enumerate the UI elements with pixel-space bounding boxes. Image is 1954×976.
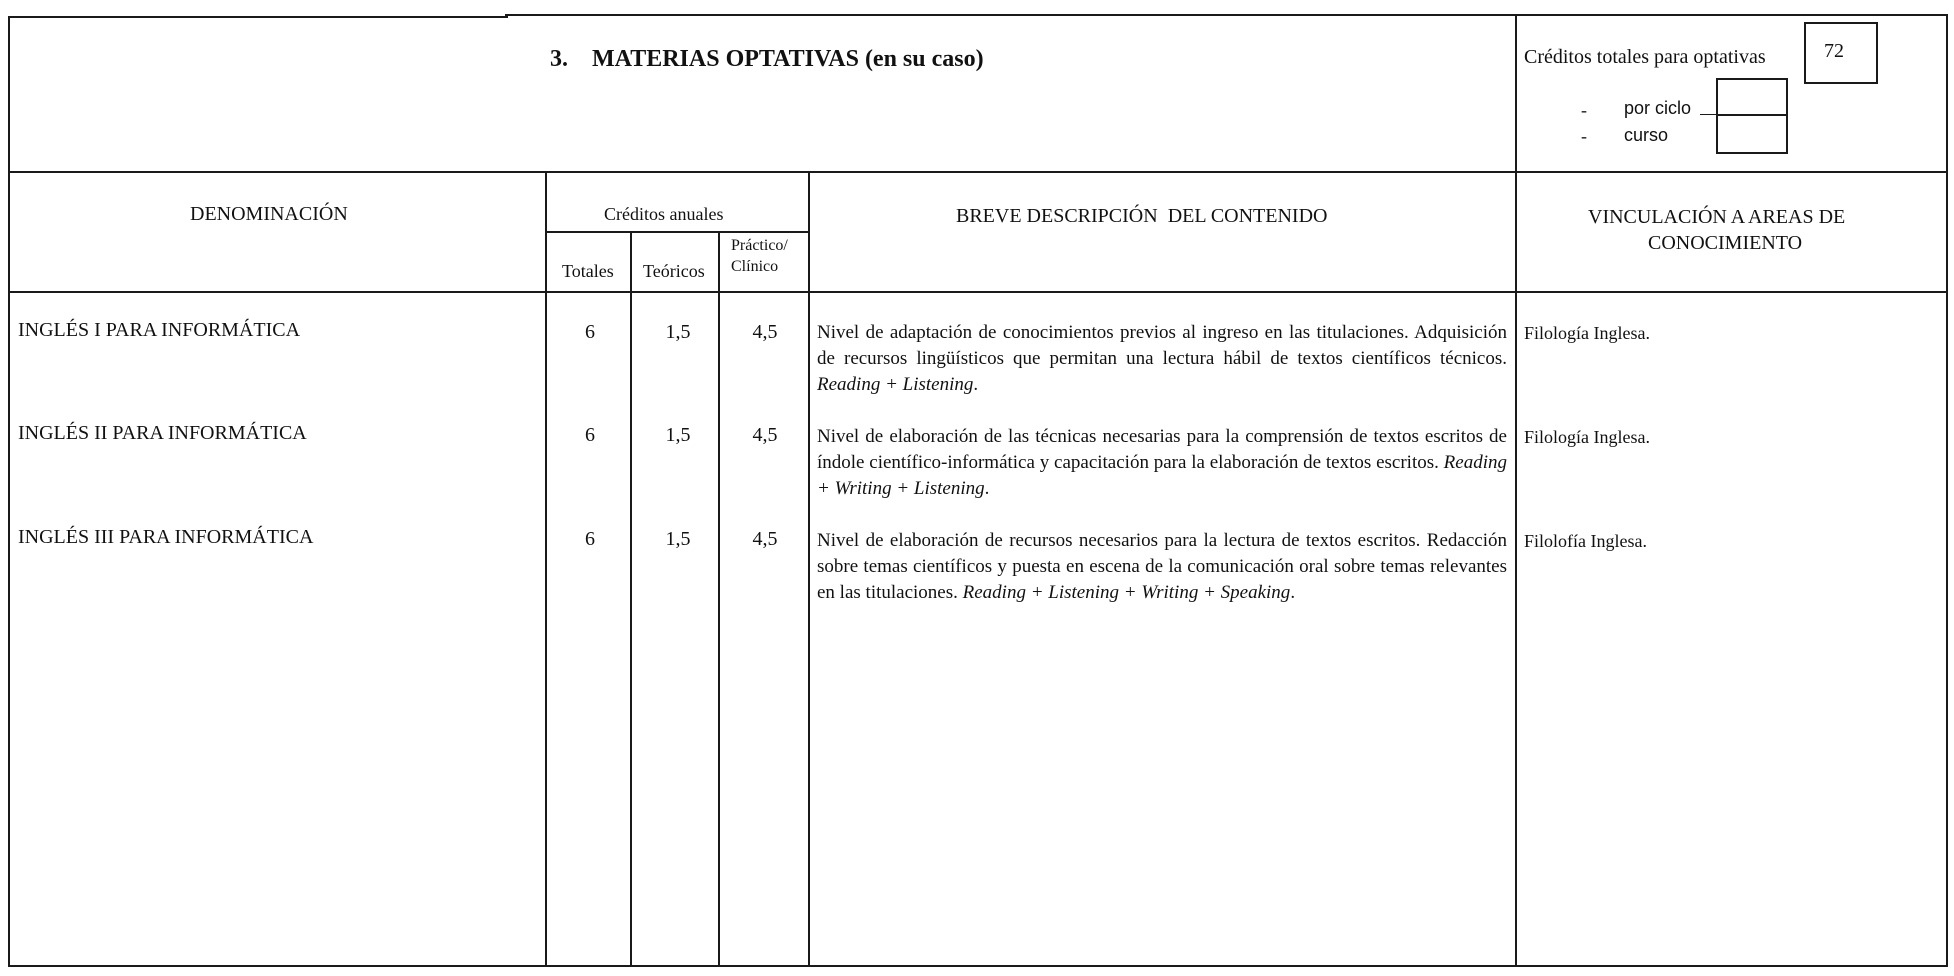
section-title: 3. MATERIAS OPTATIVAS (en su caso): [550, 46, 984, 72]
header-descripcion: BREVE DESCRIPCIÓN DEL CONTENIDO: [956, 205, 1328, 227]
col-line-practico: [808, 171, 810, 967]
frame-top-left: [8, 16, 508, 18]
header-divider: [8, 171, 1948, 173]
row-2-skills: Reading + Writing + Listening: [817, 452, 1507, 499]
row-2-description: Nivel de elaboración de las técnicas necesarias para la comprensión de textos escritos de índole científico-informática y capacitación para la elaboración de textos escritos. Reading + Writing + Listening.: [817, 426, 1507, 499]
col-line-denominacion: [545, 171, 547, 967]
total-credits-label: Créditos totales para optativas: [1524, 46, 1766, 68]
row-2-teoricos: 1,5: [665, 424, 691, 446]
frame-bottom: [8, 965, 1948, 967]
dash-por-ciclo: -: [1581, 100, 1587, 120]
row-1-skills: Reading + Listening: [817, 374, 974, 395]
row-1-area: Filología Inglesa.: [1524, 323, 1650, 343]
course-label: curso: [1624, 125, 1669, 145]
header-creditos-anuales: Créditos anuales: [604, 204, 724, 224]
row-1-teoricos: 1,5: [665, 321, 691, 343]
row-3-name: INGLÉS III PARA INFORMÁTICA: [18, 526, 314, 548]
creditos-anuales-underline: [547, 231, 809, 233]
frame-top: [505, 14, 1948, 16]
header-vinculacion-1: VINCULACIÓN A AREAS DE: [1588, 206, 1846, 228]
col-line-totales: [630, 231, 632, 967]
row-2-totales: 6: [585, 424, 595, 446]
row-1-description: Nivel de adaptación de conocimientos previos al ingreso en las titulaciones. Adquisición de recursos lingüísticos que permitan una lectura hábil de textos científicos técnicos. Reading + Listening.: [817, 322, 1507, 395]
frame-left: [8, 16, 10, 967]
header-totales: Totales: [562, 261, 614, 281]
header-denominacion: DENOMINACIÓN: [190, 203, 348, 225]
per-cycle-box-divider: [1718, 114, 1786, 116]
row-3-area: Filolofía Inglesa.: [1524, 531, 1647, 551]
total-credits-value: 72: [1824, 40, 1844, 62]
row-3-description: Nivel de elaboración de recursos necesarios para la lectura de textos escritos. Redacción sobre temas científicos y puesta en escena de la comunicación oral sobre temas relevantes en las titulaciones. Reading + Listening + Writing + Speaking.: [817, 530, 1507, 603]
dash-curso: -: [1581, 126, 1587, 146]
frame-right: [1946, 14, 1948, 967]
table-header-bottom: [8, 291, 1948, 293]
row-3-teoricos: 1,5: [665, 528, 691, 550]
row-3-practico: 4,5: [752, 528, 778, 550]
row-1-name: INGLÉS I PARA INFORMÁTICA: [18, 319, 301, 341]
row-2-practico: 4,5: [752, 424, 778, 446]
header-practico: Práctico/: [731, 237, 788, 254]
header-clinico: Clínico: [731, 258, 779, 275]
header-right-divider: [1515, 16, 1517, 967]
per-cycle-box: [1716, 78, 1788, 154]
per-cycle-leader: [1700, 114, 1718, 115]
per-cycle-label: por ciclo: [1624, 98, 1692, 118]
row-3-totales: 6: [585, 528, 595, 550]
col-line-teoricos: [718, 231, 720, 967]
header-teoricos: Teóricos: [643, 261, 705, 281]
row-1-totales: 6: [585, 321, 595, 343]
row-2-area: Filología Inglesa.: [1524, 427, 1650, 447]
row-1-practico: 4,5: [752, 321, 778, 343]
header-vinculacion-2: CONOCIMIENTO: [1648, 232, 1803, 254]
row-3-skills: Reading + Listening + Writing + Speaking: [962, 582, 1291, 603]
row-2-name: INGLÉS II PARA INFORMÁTICA: [18, 422, 307, 444]
